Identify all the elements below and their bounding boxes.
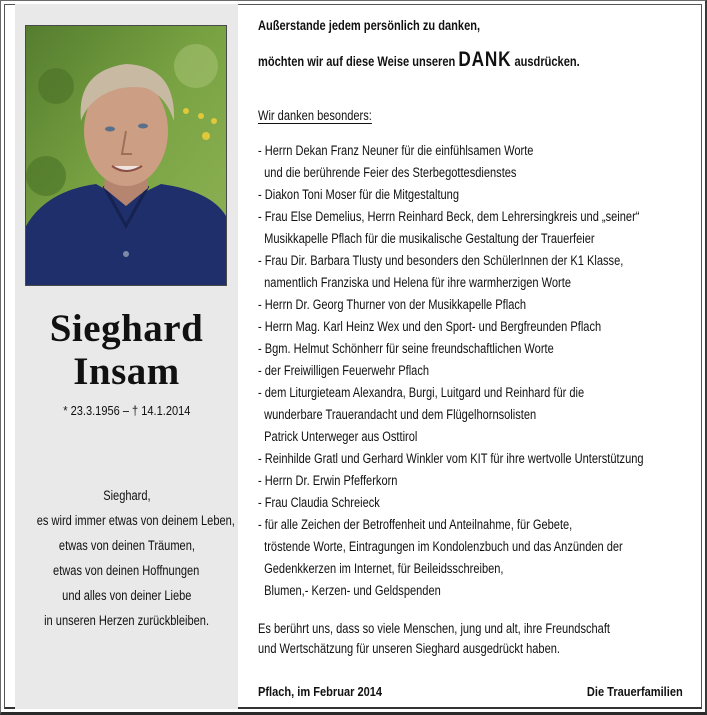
poem-line-text: und alles von deiner Liebe bbox=[61, 588, 192, 603]
poem-line bbox=[15, 533, 238, 558]
portrait-illustration bbox=[26, 26, 226, 285]
thanks-list-item: - dem Liturgieteam Alexandra, Burgi, Luitgard und Reinhard für die bbox=[258, 385, 585, 400]
poem-line bbox=[15, 608, 238, 633]
poem-line bbox=[15, 583, 238, 608]
intro-line-2-after: ausdrücken. bbox=[514, 54, 580, 69]
poem-line bbox=[15, 483, 238, 508]
thanks-list-item: Musikkapelle Pflach für die musikalische Gestaltung der Trauerfeier bbox=[258, 231, 595, 246]
thanks-list-item: - der Freiwilligen Feuerwehr Pflach bbox=[258, 363, 430, 378]
poem-line bbox=[15, 508, 238, 533]
signed-by: Die Trauerfamilien bbox=[587, 684, 683, 699]
closing-line-1: Es berührt uns, dass so viele Menschen, jung und alt, ihre Freundschaft bbox=[258, 621, 610, 636]
thanks-list-item: - für alle Zeichen der Betroffenheit und Anteilnahme, für Gebete, bbox=[258, 517, 573, 532]
poem-line-text: es wird immer etwas von deinem Leben, bbox=[36, 513, 235, 528]
thanks-heading: Wir danken besonders: bbox=[258, 108, 372, 123]
thanks-list-item: namentlich Franziska und Helena für ihre warmherzigen Worte bbox=[258, 275, 571, 290]
deceased-first-name: Sieghard bbox=[49, 307, 204, 350]
poem-line-text: etwas von deinen Hoffnungen bbox=[53, 563, 200, 578]
thanks-list-item: - Frau Claudia Schreieck bbox=[258, 495, 380, 510]
thanks-list-item: tröstende Worte, Eintragungen im Kondolenzbuch und das Anzünden der bbox=[258, 539, 623, 554]
thanks-list-item: - Herrn Mag. Karl Heinz Wex und den Sport- und Bergfreunden Pflach bbox=[258, 319, 602, 334]
dank-emphasis: DANK bbox=[458, 48, 512, 71]
intro-line-1: Außerstande jedem persönlich zu danken, bbox=[258, 18, 481, 33]
thanks-list-item: - Frau Else Demelius, Herrn Reinhard Beck, dem Lehrersingkreis und „seiner“ bbox=[258, 209, 640, 224]
thanks-list-item: wunderbare Trauerandacht und dem Flügelhornsolisten bbox=[258, 407, 537, 422]
thanks-list-item: - Herrn Dr. Erwin Pfefferkorn bbox=[258, 473, 398, 488]
deceased-last-name: Insam bbox=[73, 350, 180, 393]
poem-line-text: in unseren Herzen zurückbleiben. bbox=[44, 613, 209, 628]
place-date: Pflach, im Februar 2014 bbox=[258, 684, 383, 699]
thanks-list-item: - Bgm. Helmut Schönherr für seine freundschaftlichen Worte bbox=[258, 341, 554, 356]
thanks-list-item: - Reinhilde Gratl und Gerhard Winkler vom KIT für ihre wertvolle Unterstützung bbox=[258, 451, 644, 466]
thanks-list-item: und die berührende Feier des Sterbegottesdienstes bbox=[258, 165, 517, 180]
thanks-list-item: - Herrn Dr. Georg Thurner von der Musikkapelle Pflach bbox=[258, 297, 527, 312]
signature-row bbox=[258, 0, 695, 715]
intro-line-2-before: möchten wir auf diese Weise unseren bbox=[258, 54, 456, 69]
memorial-poem bbox=[15, 483, 238, 633]
poem-line-text: etwas von deinen Träumen, bbox=[58, 538, 195, 553]
thanks-list-item: - Diakon Toni Moser für die Mitgestaltung bbox=[258, 187, 460, 202]
thanks-list-item: Gedenkkerzen im Internet, für Beileidsschreiben, bbox=[258, 561, 504, 576]
thanks-list-item: Patrick Unterweger aus Osttirol bbox=[258, 429, 418, 444]
life-dates-text: * 23.3.1956 – † 14.1.2014 bbox=[62, 403, 191, 418]
portrait-photo bbox=[25, 25, 227, 286]
poem-line bbox=[15, 558, 238, 583]
poem-line-text: Sieghard, bbox=[102, 488, 151, 503]
thanks-list-item: Blumen,- Kerzen- und Geldspenden bbox=[258, 583, 441, 598]
closing-line-2: und Wertschätzung für unseren Sieghard ausgedrückt haben. bbox=[258, 641, 560, 656]
thanks-list-item: - Frau Dir. Barbara Tlusty und besonders den SchülerInnen der K1 Klasse, bbox=[258, 253, 624, 268]
life-dates bbox=[15, 403, 238, 418]
thanks-list-item: - Herrn Dekan Franz Neuner für die einfühlsamen Worte bbox=[258, 143, 534, 158]
